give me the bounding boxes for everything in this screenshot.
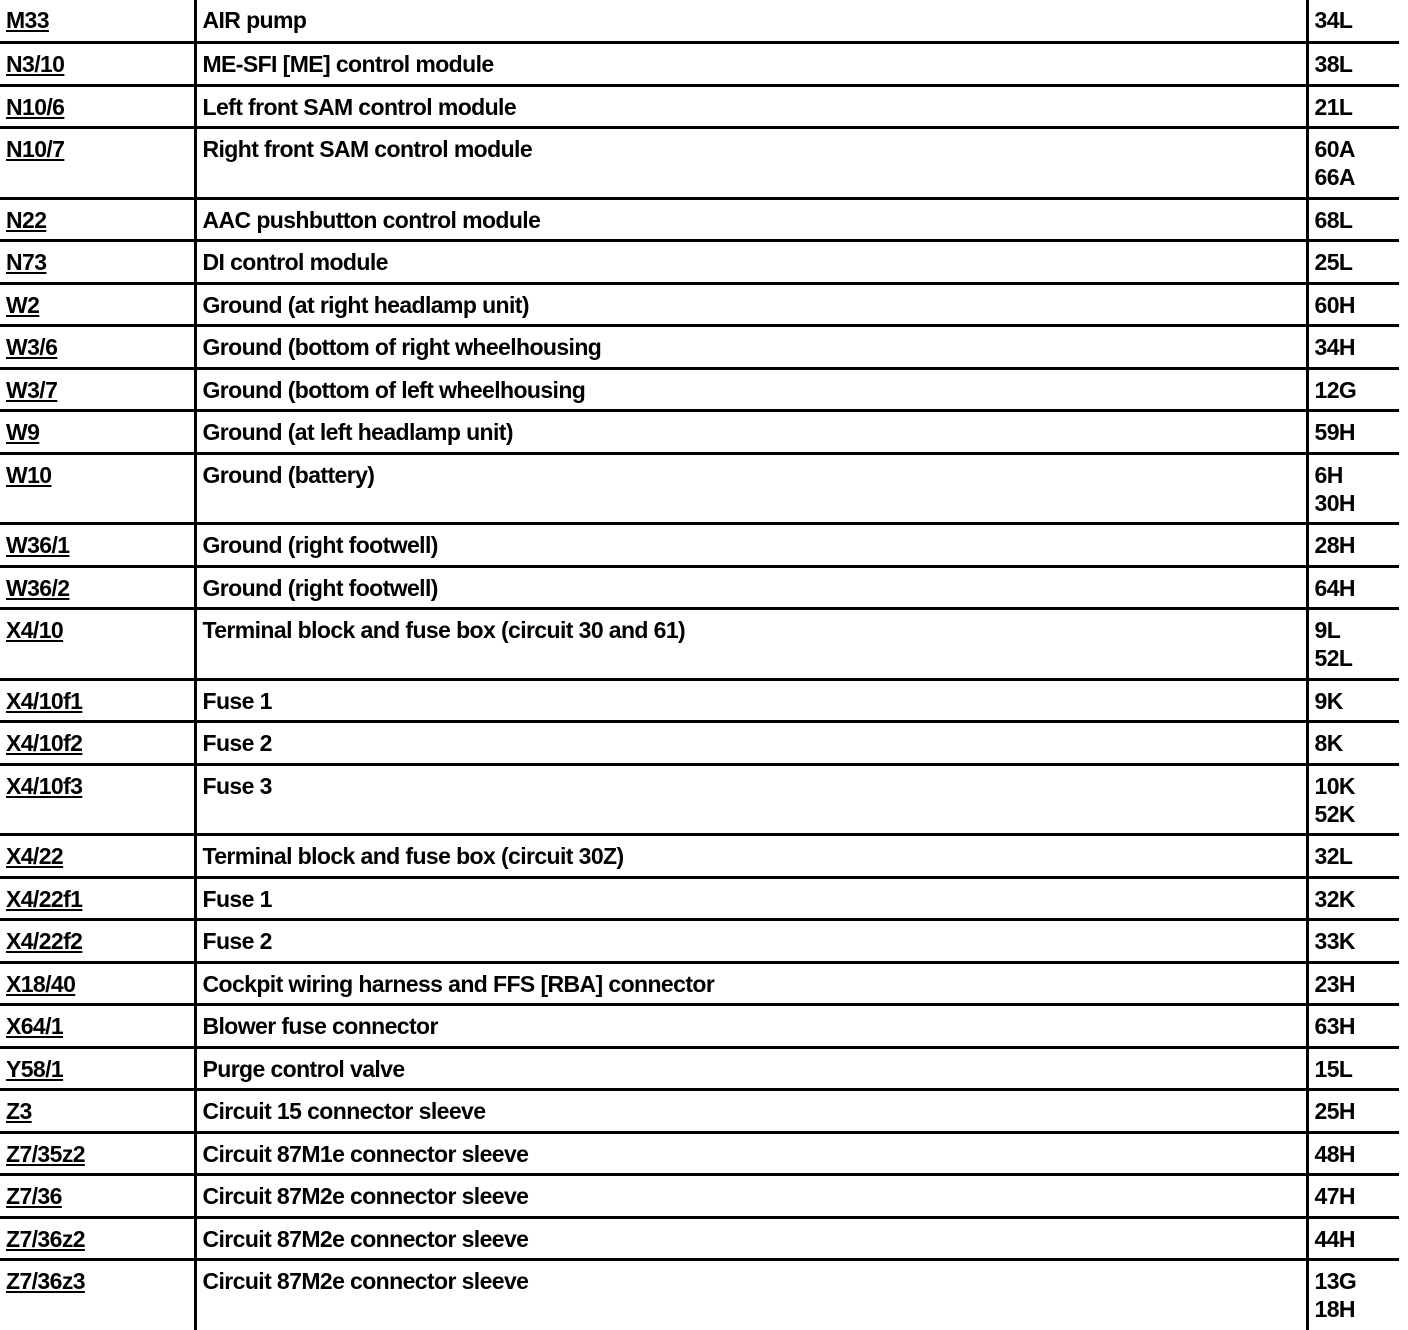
grid-location-cell (1307, 1217, 1399, 1260)
grid-location-cell (1307, 326, 1399, 369)
table-row (0, 326, 1399, 369)
grid-location-cell (1307, 566, 1399, 609)
grid-location-cell (1307, 1090, 1399, 1133)
grid-location: 63H (1314, 1013, 1355, 1039)
grid-location-cell (1307, 524, 1399, 567)
component-code-link[interactable]: Z7/36z2 (6, 1225, 85, 1252)
grid-location: 21L (1314, 93, 1353, 120)
component-code-link[interactable]: W3/6 (6, 334, 58, 360)
component-code-link[interactable]: N73 (6, 249, 47, 275)
grid-location: 23H (1314, 970, 1355, 997)
grid-location-cell (1307, 85, 1399, 128)
component-code-link[interactable]: N22 (6, 206, 47, 233)
grid-location: 8K (1314, 730, 1343, 756)
component-code-cell (0, 326, 195, 369)
grid-location: 38L (1314, 51, 1353, 77)
component-code-link[interactable]: Z7/35z2 (6, 1140, 85, 1167)
grid-location-cell (1307, 764, 1399, 835)
grid-location: 68L (1314, 206, 1353, 233)
component-code-link[interactable]: X4/10f3 (6, 772, 83, 799)
grid-location-cell (1307, 877, 1399, 920)
component-description: Purge control valve (195, 1047, 1307, 1090)
grid-location: 47H (1314, 1183, 1355, 1209)
component-description: Right front SAM control module (195, 128, 1307, 199)
component-description: Ground (at left headlamp unit) (195, 411, 1307, 454)
component-code-cell (0, 920, 195, 963)
component-code-cell (0, 962, 195, 1005)
component-description: Fuse 2 (195, 722, 1307, 765)
table-row (0, 0, 1399, 43)
grid-location: 48H (1314, 1140, 1355, 1167)
component-code-cell (0, 679, 195, 722)
component-code-link[interactable]: X64/1 (6, 1013, 64, 1039)
table-row (0, 524, 1399, 567)
component-description: Ground (bottom of right wheelhousing (195, 326, 1307, 369)
component-description: Circuit 87M1e connector sleeve (195, 1132, 1307, 1175)
table-row (0, 920, 1399, 963)
table-row (0, 198, 1399, 241)
component-description: Ground (at right headlamp unit) (195, 283, 1307, 326)
table-row (0, 85, 1399, 128)
component-code-cell (0, 283, 195, 326)
component-code-link[interactable]: X4/22 (6, 843, 64, 869)
table-row (0, 1175, 1399, 1218)
grid-location: 66A (1314, 164, 1355, 190)
grid-location: 60A (1314, 136, 1355, 162)
table-row (0, 1047, 1399, 1090)
grid-location: 52L (1314, 645, 1353, 671)
component-description: Terminal block and fuse box (circuit 30 and 61) (195, 609, 1307, 680)
component-code-link[interactable]: W36/1 (6, 532, 70, 558)
table-row (0, 128, 1399, 199)
table-row (0, 722, 1399, 765)
table-row (0, 283, 1399, 326)
component-code-cell (0, 877, 195, 920)
component-code-link[interactable]: W3/7 (6, 376, 58, 403)
grid-location-cell (1307, 453, 1399, 524)
component-code-cell (0, 1090, 195, 1133)
table-row (0, 1132, 1399, 1175)
component-code-link[interactable]: X4/10 (6, 617, 64, 643)
component-code-link[interactable]: Z7/36z3 (6, 1268, 85, 1294)
table-row (0, 43, 1399, 86)
component-description: Fuse 1 (195, 679, 1307, 722)
grid-location-cell (1307, 198, 1399, 241)
grid-location: 44H (1314, 1225, 1355, 1252)
grid-location: 9K (1314, 687, 1343, 714)
component-code-link[interactable]: Y58/1 (6, 1055, 64, 1082)
component-description: Left front SAM control module (195, 85, 1307, 128)
grid-location: 59H (1314, 419, 1355, 445)
component-description: Circuit 15 connector sleeve (195, 1090, 1307, 1133)
table-row (0, 877, 1399, 920)
component-code-cell (0, 411, 195, 454)
grid-location: 32K (1314, 885, 1355, 912)
grid-location-cell (1307, 43, 1399, 86)
component-code-cell (0, 1175, 195, 1218)
component-description: Fuse 1 (195, 877, 1307, 920)
grid-location: 15L (1314, 1055, 1353, 1082)
table-row (0, 609, 1399, 680)
component-description: Ground (bottom of left wheelhousing (195, 368, 1307, 411)
grid-location: 34H (1314, 334, 1355, 360)
component-description: Terminal block and fuse box (circuit 30Z) (195, 835, 1307, 878)
component-code-link[interactable]: W2 (6, 291, 40, 318)
component-code-cell (0, 1217, 195, 1260)
component-code-cell (0, 1132, 195, 1175)
component-code-cell (0, 566, 195, 609)
grid-location: 13G (1314, 1268, 1357, 1294)
grid-location: 10K (1314, 772, 1355, 799)
component-description: Circuit 87M2e connector sleeve (195, 1260, 1307, 1330)
table-row (0, 368, 1399, 411)
component-code-link[interactable]: N3/10 (6, 51, 65, 77)
component-code-cell (0, 835, 195, 878)
component-code-cell (0, 1260, 195, 1330)
component-code-link[interactable]: X18/40 (6, 970, 76, 997)
component-description: Fuse 3 (195, 764, 1307, 835)
grid-location-cell (1307, 1005, 1399, 1048)
grid-location: 9L (1314, 617, 1341, 643)
grid-location-cell (1307, 283, 1399, 326)
grid-location-cell (1307, 609, 1399, 680)
component-code-cell (0, 764, 195, 835)
component-code-link[interactable]: Z3 (6, 1098, 32, 1124)
component-code-cell (0, 198, 195, 241)
grid-location: 32L (1314, 843, 1353, 869)
table-row (0, 1090, 1399, 1133)
table-row (0, 566, 1399, 609)
component-code-cell (0, 609, 195, 680)
table-row (0, 1260, 1399, 1330)
grid-location-cell (1307, 128, 1399, 199)
component-description: Circuit 87M2e connector sleeve (195, 1217, 1307, 1260)
component-code-cell (0, 0, 195, 43)
table-row (0, 835, 1399, 878)
component-description: Blower fuse connector (195, 1005, 1307, 1048)
grid-location: 25L (1314, 249, 1353, 275)
component-description: Cockpit wiring harness and FFS [RBA] connector (195, 962, 1307, 1005)
grid-location-cell (1307, 1132, 1399, 1175)
table-row (0, 962, 1399, 1005)
grid-location: 25H (1314, 1098, 1355, 1124)
component-code-cell (0, 453, 195, 524)
grid-location: 34L (1314, 7, 1353, 33)
component-code-cell (0, 1005, 195, 1048)
grid-location: 33K (1314, 928, 1355, 954)
component-description: ME-SFI [ME] control module (195, 43, 1307, 86)
grid-location-cell (1307, 920, 1399, 963)
component-code-link[interactable]: X4/10f2 (6, 730, 83, 756)
component-description: Circuit 87M2e connector sleeve (195, 1175, 1307, 1218)
component-description: Ground (right footwell) (195, 566, 1307, 609)
table-row (0, 1005, 1399, 1048)
grid-location-cell (1307, 0, 1399, 43)
table-row (0, 679, 1399, 722)
component-code-link[interactable]: W9 (6, 419, 40, 445)
grid-location: 52K (1314, 800, 1355, 827)
grid-location: 28H (1314, 532, 1355, 558)
table-row (0, 1217, 1399, 1260)
component-code-link[interactable]: M33 (6, 7, 49, 33)
table-row (0, 411, 1399, 454)
component-code-link[interactable]: Z7/36 (6, 1183, 62, 1209)
grid-location-cell (1307, 722, 1399, 765)
component-code-cell (0, 368, 195, 411)
component-code-cell (0, 241, 195, 284)
component-description: AIR pump (195, 0, 1307, 43)
grid-location-cell (1307, 1260, 1399, 1330)
grid-location-cell (1307, 679, 1399, 722)
component-code-link[interactable]: N10/6 (6, 93, 65, 120)
grid-location: 60H (1314, 291, 1355, 318)
component-code-link[interactable]: W36/2 (6, 574, 70, 601)
grid-location-cell (1307, 835, 1399, 878)
component-code-cell (0, 43, 195, 86)
grid-location-cell (1307, 1047, 1399, 1090)
grid-location-cell (1307, 368, 1399, 411)
component-code-cell (0, 524, 195, 567)
component-code-link[interactable]: X4/22f1 (6, 885, 83, 912)
component-description: Ground (battery) (195, 453, 1307, 524)
component-code-cell (0, 128, 195, 199)
grid-location: 64H (1314, 574, 1355, 601)
component-code-link[interactable]: W10 (6, 461, 52, 488)
grid-location-cell (1307, 962, 1399, 1005)
component-code-cell (0, 1047, 195, 1090)
table-row (0, 764, 1399, 835)
component-description: DI control module (195, 241, 1307, 284)
component-code-link[interactable]: N10/7 (6, 136, 65, 162)
grid-location-cell (1307, 241, 1399, 284)
grid-location: 12G (1314, 376, 1357, 403)
table-row (0, 453, 1399, 524)
component-description: Fuse 2 (195, 920, 1307, 963)
component-code-link[interactable]: X4/22f2 (6, 928, 83, 954)
component-description: Ground (right footwell) (195, 524, 1307, 567)
grid-location: 6H (1314, 461, 1343, 488)
grid-location: 30H (1314, 489, 1355, 516)
grid-location: 18H (1314, 1296, 1355, 1322)
grid-location-cell (1307, 411, 1399, 454)
component-code-link[interactable]: X4/10f1 (6, 687, 83, 714)
component-code-cell (0, 85, 195, 128)
table-row (0, 241, 1399, 284)
component-code-cell (0, 722, 195, 765)
grid-location-cell (1307, 1175, 1399, 1218)
component-description: AAC pushbutton control module (195, 198, 1307, 241)
